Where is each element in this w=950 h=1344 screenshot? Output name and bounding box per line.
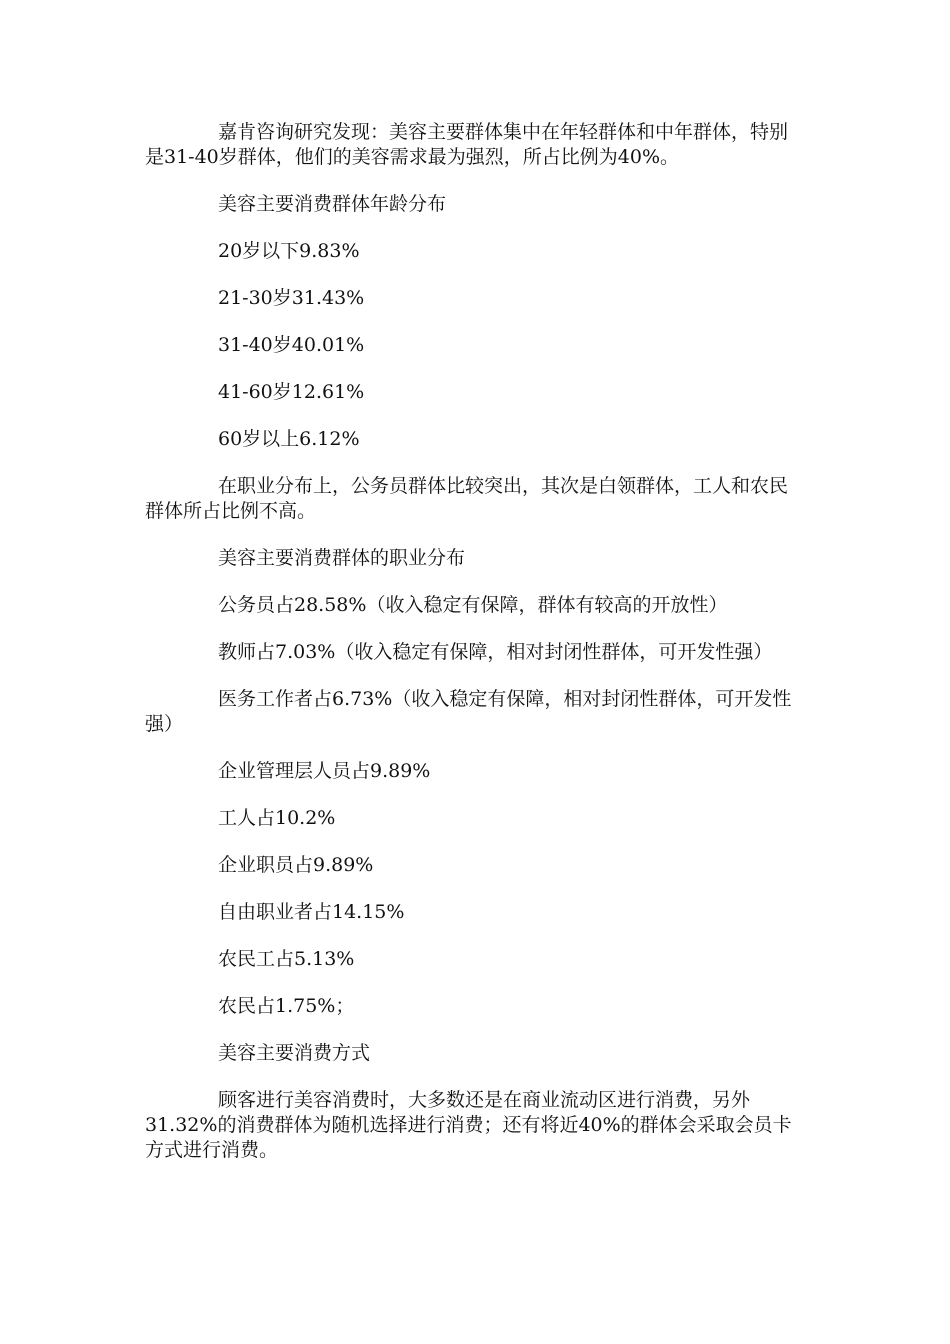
heading-occupation-distribution: 美容主要消费群体的职业分布 [218,547,466,569]
occupation-item-teacher: 教师占7.03%（收入稳定有保障，相对封闭性群体，可开发性强） [218,641,773,663]
paragraph-consumption-mode: 顾客进行美容消费时，大多数还是在商业流动区进行消费，另外31.32%的消费群体为随机选择进行消费；还有将近40%的群体会采取会员卡方式进行消费。 [145,1089,792,1161]
age-item-over-60: 60岁以上6.12% [218,428,360,450]
age-item-41-60: 41-60岁12.61% [218,381,365,403]
heading-age-distribution: 美容主要消费群体年龄分布 [218,193,447,215]
paragraph-research-finding: 嘉肯咨询研究发现：美容主要群体集中在年轻群体和中年群体，特别是31-40岁群体，他们的美容需求最为强烈，所占比例为40%。 [145,121,789,168]
occupation-item-employee: 企业职员占9.89% [218,854,374,876]
occupation-item-migrant-worker: 农民工占5.13% [218,948,355,970]
age-item-under-20: 20岁以下9.83% [218,240,360,262]
occupation-item-farmer: 农民占1.75%； [218,995,355,1017]
age-item-31-40: 31-40岁40.01% [218,334,365,356]
age-item-21-30: 21-30岁31.43% [218,287,365,309]
occupation-item-worker: 工人占10.2% [218,807,336,829]
occupation-item-management: 企业管理层人员占9.89% [218,760,431,782]
document-body [145,120,805,1185]
occupation-item-freelancer: 自由职业者占14.15% [218,901,405,923]
occupation-item-civil-servant: 公务员占28.58%（收入稳定有保障，群体有较高的开放性） [218,594,728,616]
occupation-item-medical: 医务工作者占6.73%（收入稳定有保障，相对封闭性群体，可开发性强） [145,688,792,735]
paragraph-occupation-summary: 在职业分布上，公务员群体比较突出，其次是白领群体，工人和农民群体所占比例不高。 [145,475,789,522]
heading-consumption-mode: 美容主要消费方式 [218,1042,371,1064]
